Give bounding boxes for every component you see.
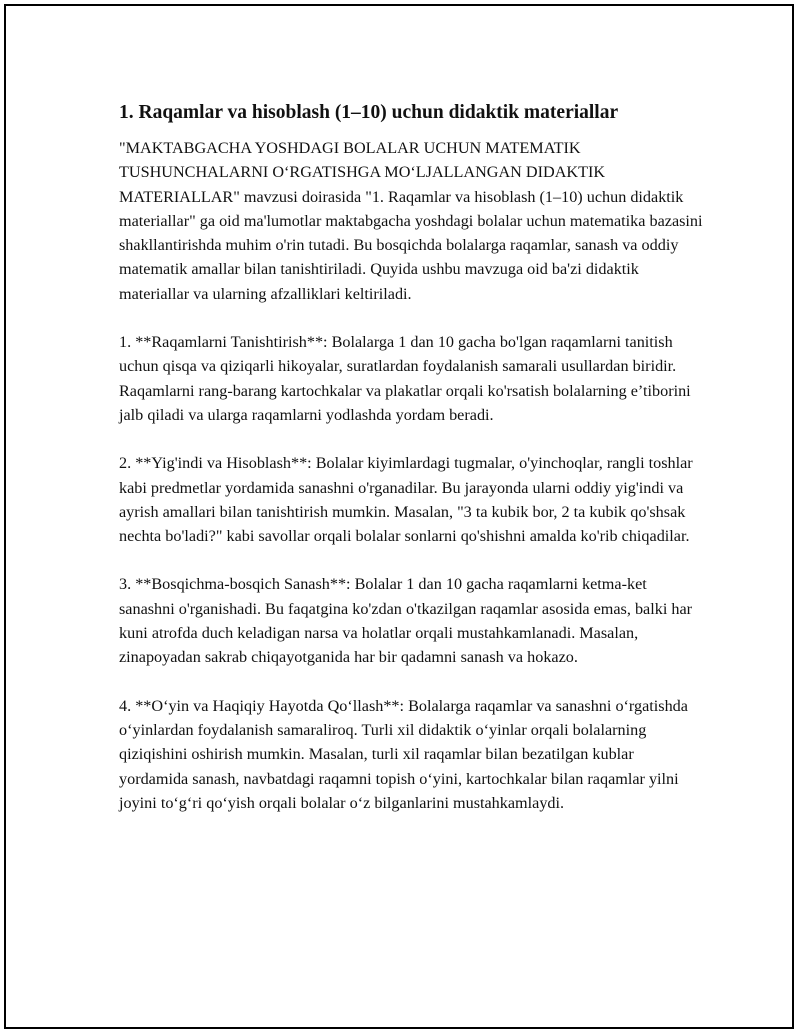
intro-paragraph: "MAKTABGACHA YOSHDAGI BOLALAR UCHUN MATEMATIK TUSHUNCHALARNI OʻRGATISHGA MOʻLJALLANGAN DIDAKTIK MATERIALLAR" mavzusi doirasida "1. Raqamlar va hisoblash (1–10) uchun didaktik materiallar" ga oid ma'lumotlar maktabgacha yoshdagi bolalar uchun matematika bazasini shakllantirishda muhim o'rin tutadi. Bu bosqichda bolalarga raqamlar, sanash va oddiy matematik amallar bilan tanishtiriladi. Quyida ushbu mavzuga oid ba'zi didaktik materiallar va ularning afzalliklari keltiriladi. (119, 139, 703, 303)
list-item-addition-counting: 2. **Yig'indi va Hisoblash**: Bolalar kiyimlardagi tugmalar, o'yinchoqlar, rangli toshlar kabi predmetlar yordamida sanashni o'rganadilar. Bu jarayonda ularni oddiy yig'indi va ayrish amallari bilan tanishtirish mumkin. Masalan, "3 ta kubik bor, 2 ta kubik qo'shsak nechta bo'ladi?" kabi savollar orqali bolalar sonlarni qo'shishni amalda ko'rib chiqadilar. (119, 454, 693, 546)
list-item-sequential-counting: 3. **Bosqichma-bosqich Sanash**: Bolalar 1 dan 10 gacha raqamlarni ketma-ket sanashni o'rganishadi. Bu faqatgina ko'zdan o'tkazilgan raqamlar asosida emas, balki har kuni atrofda duch keladigan narsa va holatlar orqali mustahkamlanadi. Masalan, zinapoyadan sakrab chiqayotganida har bir qadamni sanash va hokazo. (119, 575, 693, 667)
document-page (4, 4, 794, 1029)
list-item-games-real-life: 4. **Oʻyin va Haqiqiy Hayotda Qoʻllash**: Bolalarga raqamlar va sanashni oʻrgatishda oʻyinlardan foydalanish samaraliroq. Turli xil didaktik oʻyinlar orqali bolalarning qiziqishini oshirish mumkin. Masalan, turli xil raqamlar bilan bezatilgan kublar yordamida sanash, navbatdagi raqamni topish oʻyini, kartochkalar bilan raqamlar yilni joyini toʻgʻri qoʻyish orqali bolalar oʻz bilganlarini mustahkamlaydi. (119, 696, 688, 812)
document-title: 1. Raqamlar va hisoblash (1–10) uchun didaktik materiallar (119, 102, 619, 123)
list-item-numbers-introduction: 1. **Raqamlarni Tanishtirish**: Bolalarga 1 dan 10 gacha bo'lgan raqamlarni tanitish uchun qisqa va qiziqarli hikoyalar, suratlardan foydalanish samarali usullardan biridir. Raqamlarni rang-barang kartochkalar va plakatlar orqali ko'rsatish bolalarning e’tiborini jalb qiladi va ularga raqamlarni yodlashda yordam beradi. (119, 333, 691, 424)
document-content (119, 100, 704, 815)
